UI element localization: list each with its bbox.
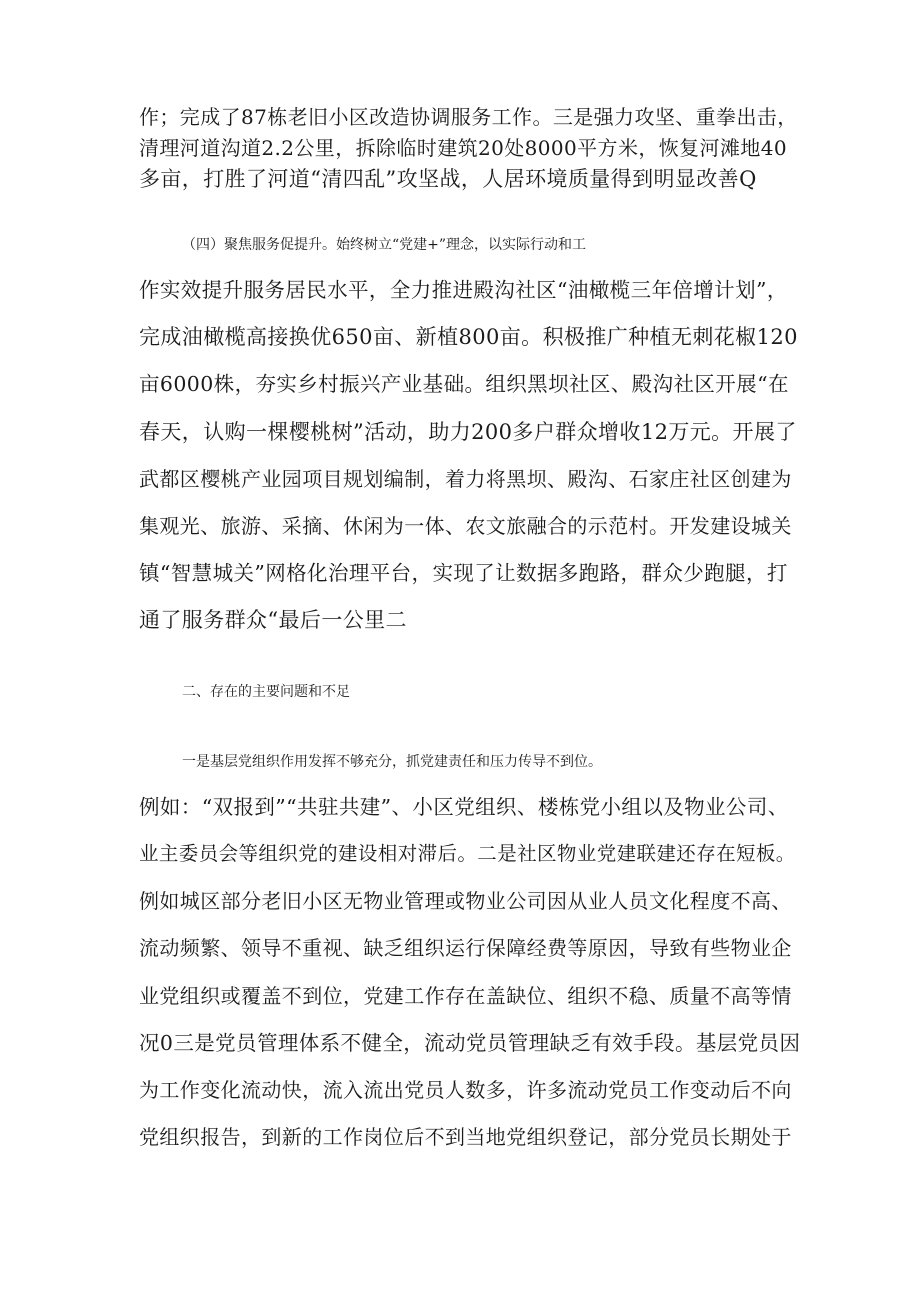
text-line: 况0三是党员管理体系不健全，流动党员管理缺乏有效手段。基层党员因 [139,1031,801,1055]
text-line: 春天，认购一棵樱桃树”活动，助力200多户群众增收12万元。开展了 [139,420,797,444]
text-line: 作实效提升服务居民水平，全力推进殿沟社区“油橄榄三年倍增计划”， [139,278,788,302]
text-line: 一是基层党组织作用发挥不够充分，抓党建责任和压力传导不到位。 [182,754,602,770]
text-line: 通了服务群众“最后一公里二 [139,608,407,632]
text-line: 流动频繁、领导不重视、缺乏组织运行保障经费等原因，导致有些物业企 [139,936,792,960]
section-heading: 二、存在的主要问题和不足 [182,684,350,700]
text-line: 集观光、旅游、采摘、休闲为一体、农文旅融合的示范村。开发建设城关 [139,514,792,538]
text-line: 业主委员会等组织党的建设相对滞后。二是社区物业党建联建还存在短板。 [139,842,796,865]
section-heading-line: （四）聚焦服务促提升。始终树立“党建+”理念，以实际行动和工 [182,237,587,253]
text-line: 为工作变化流动快，流入流出党员人数多，许多流动党员工作变动后不向 [139,1078,792,1102]
text-line: 镇“智慧城关”网格化治理平台，实现了让数据多跑路，群众少跑腿，打 [139,561,788,585]
text-line: 武都区樱桃产业园项目规划编制，着力将黑坝、殿沟、石家庄社区创建为 [139,467,792,491]
text-line: 作；完成了87栋老旧小区改造协调服务工作。三是强力攻坚、重拳出击， [139,105,798,129]
text-line: 党组织报告，到新的工作岗位后不到当地党组织登记，部分党员长期处于 [139,1125,792,1149]
text-line: 清理河道沟道2.2公里，拆除临时建筑20处8000平方米，恢复河滩地40 [139,136,788,160]
text-line: 多亩，打胜了河道“清四乱”攻坚战，人居环境质量得到明显改善Q [139,167,757,191]
text-line: 完成油橄榄高接换优650亩、新植800亩。积极推广种植无刺花椒120 [139,325,798,349]
text-line: 例如城区部分老旧小区无物业管理或物业公司因从业人员文化程度不高、 [139,889,792,913]
text-line: 例如：“双报到”“共驻共建”、小区党组织、楼栋党小组以及物业公司、 [139,795,789,819]
text-line: 亩6000株，夯实乡村振兴产业基础。组织黑坝社区、殿沟社区开展“在 [139,372,789,396]
text-line: 业党组织或覆盖不到位，党建工作存在盖缺位、组织不稳、质量不高等情 [139,984,792,1008]
